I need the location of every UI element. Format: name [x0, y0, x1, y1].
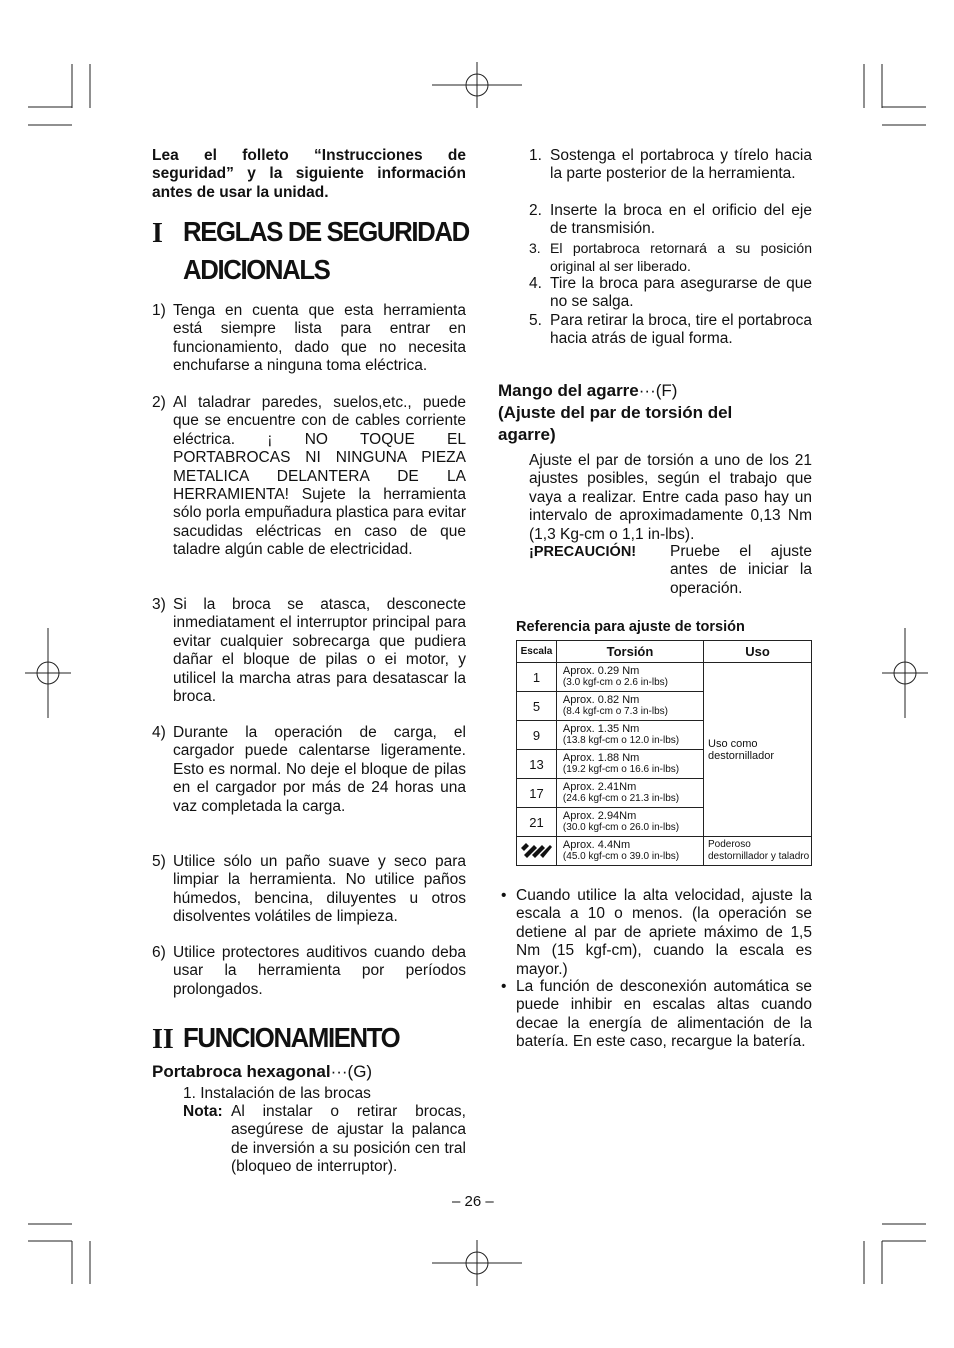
item-number: 3)	[152, 596, 166, 613]
item-number: 2)	[152, 394, 166, 411]
torque-table	[516, 640, 812, 866]
section-number: II	[152, 1024, 174, 1055]
hex-note	[183, 1103, 466, 1183]
grip-suffix: ···(F)	[638, 381, 678, 400]
item-text: Utilice sólo un paño suave y seco para limpiar la herramienta. No utilice paños húmedos, bencina, diluyentes u otros disolventes volátiles de limpieza.	[173, 853, 466, 926]
item-text: Al taladrar paredes, suelos,etc., puede que se encuentre con de cables corriente eléctrica. ¡ NO TOQUE EL PORTABROCAS NI NINGUNA PIEZA METALICA DELANTERA DE LA HERRAMIENTA! Sujete la herramienta sólo porla empuñadura plastica para evitar sacudidas eléctricas en caso de que taladre algún cable de electricidad.	[173, 394, 466, 559]
page-number: – 26 –	[452, 1193, 494, 1210]
item-number: 2.	[529, 202, 542, 219]
item-text: Tenga en cuenta que esta herramienta está siempre lista para entrar en funcionamiento, dado que no necesita enchufarse a ninguna toma eléctrica.	[173, 302, 466, 375]
bullet-dot: •	[501, 887, 507, 904]
item-number: 5.	[529, 312, 542, 329]
grip-caution	[529, 543, 812, 601]
header-torque: Torsión	[556, 641, 703, 663]
table-title: Referencia para ajuste de torsión	[516, 619, 745, 635]
torque-cell: Aprox. 2.94Nm (30.0 kgf-cm o 26.0 in-lbs)	[556, 808, 703, 837]
table-row	[517, 663, 812, 692]
item-text: El portabroca retornará a su posición original al ser liberado.	[550, 240, 812, 275]
item-number: 6)	[152, 944, 166, 961]
section-number: I	[152, 218, 163, 249]
section-heading-safety	[152, 214, 482, 294]
hex-install-step: 1. Instalación de las brocas	[183, 1085, 371, 1102]
scale-cell: 13	[517, 750, 557, 779]
torque-cell: Aprox. 2.41Nm (24.6 kgf-cm o 21.3 in-lbs)	[556, 779, 703, 808]
notes-bullets	[500, 887, 812, 1077]
item-text: Para retirar la broca, tire el portabroca hacia atrás de igual forma.	[550, 312, 812, 348]
item-text: Utilice protectores auditivos cuando deba usar la herramienta por períodos prolongados.	[173, 944, 466, 998]
section-title-line2: ADICIONALS	[183, 254, 330, 285]
hex-chuck-heading	[152, 1061, 472, 1083]
grip-title-line3: agarre)	[498, 425, 556, 444]
intro-text: Lea el folleto “Instrucciones de seguridad” y la siguiente información antes de usar la unidad.	[152, 147, 466, 201]
item-number: 1.	[529, 147, 542, 164]
safety-rules-list	[152, 302, 466, 1002]
use-cell-screwdriver: Uso como destornillador	[704, 663, 812, 837]
item-number: 4.	[529, 275, 542, 292]
note-label: Nota:	[183, 1103, 223, 1120]
grip-heading	[498, 380, 812, 446]
caution-text: Pruebe el ajuste antes de iniciar la operación.	[670, 543, 812, 597]
scale-cell: 1	[517, 663, 557, 692]
torque-cell: Aprox. 1.88 Nm (19.2 kgf-cm o 16.6 in-lbs)	[556, 750, 703, 779]
section-title-line1: REGLAS DE SEGURIDAD	[183, 216, 469, 247]
header-use: Uso	[704, 641, 812, 663]
grip-body: Ajuste el par de torsión a uno de los 21 ajustes posibles, según el trabajo que vaya a realizar. Entre cada paso hay un intervalo de aproximadamente 0,13 Nm (1,3 Kg-cm o 1,1 in-lbs).	[529, 452, 812, 543]
torque-cell: Aprox. 1.35 Nm (13.8 kgf-cm o 12.0 in-lbs)	[556, 721, 703, 750]
grip-title: Mango del agarre	[498, 381, 639, 400]
scale-cell: 5	[517, 692, 557, 721]
item-text: Sostenga el portabroca y tírelo hacia la parte posterior de la herramienta.	[550, 147, 812, 183]
item-text: Durante la operación de carga, el cargador puede calentarse ligeramente. Esto es normal. No deje el bloque de pilas en el cargador por más de 24 horas una vaz completada la carga.	[173, 724, 466, 815]
header-scale: Escala	[517, 641, 557, 663]
item-number: 3.	[529, 240, 541, 256]
torque-cell: Aprox. 4.4Nm (45.0 kgf-cm o 39.0 in-lbs)	[556, 837, 703, 866]
scale-cell	[517, 837, 557, 866]
chuck-steps-list	[529, 147, 812, 372]
section-title: FUNCIONAMIENTO	[183, 1022, 400, 1053]
torque-cell: Aprox. 0.29 Nm (3.0 kgf-cm o 2.6 in-lbs)	[556, 663, 703, 692]
item-text: La función de desconexión automática se puede inhibir en escalas altas cuando decae la energía de alimentación de la batería. En este caso, recargue la batería.	[516, 978, 812, 1051]
item-number: 5)	[152, 853, 166, 870]
bullet-dot: •	[501, 978, 507, 995]
torque-cell: Aprox. 0.82 Nm (8.4 kgf-cm o 7.3 in-lbs)	[556, 692, 703, 721]
caution-label: ¡PRECAUCIÓN!	[529, 544, 637, 560]
grip-title-line2: (Ajuste del par de torsión del	[498, 403, 733, 422]
section-heading-operation	[152, 1022, 482, 1062]
item-number: 1)	[152, 302, 166, 319]
drill-mode-icon	[520, 840, 552, 858]
item-number: 4)	[152, 724, 166, 741]
item-text: Si la broca se atasca, desconecte inmediatament el interruptor principal para evitar cualquier sobrecarga que pudiera dañar el bloque de pilas o ei motor, y utilicel la marcha atras para desatascar la broca.	[173, 596, 466, 706]
hex-suffix: ···(G)	[330, 1062, 373, 1081]
scale-cell: 9	[517, 721, 557, 750]
note-text: Al instalar o retirar brocas, asegúrese de ajustar la palanca de inversión a su posición cen tral (bloqueo de interruptor).	[231, 1103, 466, 1176]
hex-title: Portabroca hexagonal	[152, 1062, 331, 1081]
item-text: Tire la broca para asegurarse de que no se salga.	[550, 275, 812, 311]
item-text: Cuando utilice la alta velocidad, ajuste la escala a 10 o menos. (la operación se detiene al par de apriete máximo de 1,5 Nm (15 kgf-cm), cuando la escala es mayor.)	[516, 887, 812, 978]
table-row	[517, 837, 812, 866]
item-text: Inserte la broca en el orificio del eje de transmisión.	[550, 202, 812, 238]
scale-cell: 17	[517, 779, 557, 808]
scale-cell: 21	[517, 808, 557, 837]
use-cell-drill: Poderoso destornillador y taladro	[704, 837, 812, 866]
